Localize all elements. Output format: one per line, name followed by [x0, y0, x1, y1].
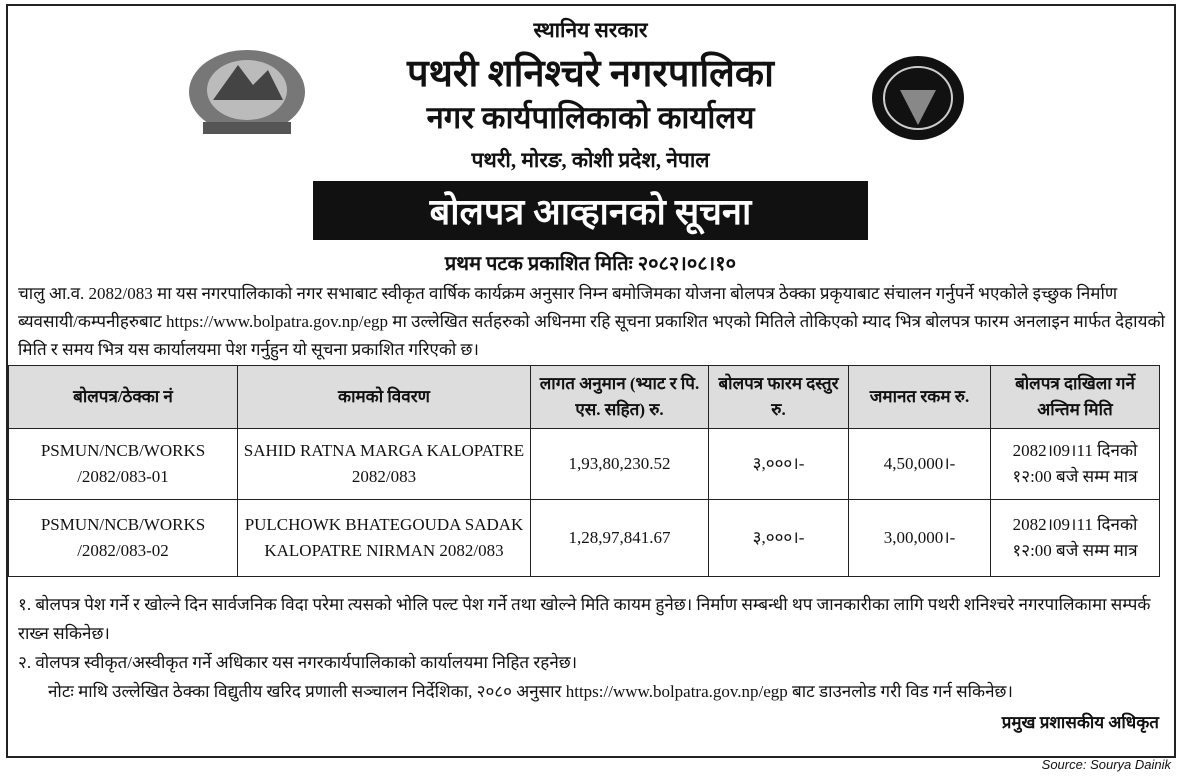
- signature: प्रमुख प्रशासकीय अधिकृत: [1001, 713, 1159, 732]
- cost: 1,28,97,841.67: [531, 500, 709, 577]
- note-1: १. बोलपत्र पेश गर्ने र खोल्ने दिन सार्वजनिक विदा परेमा त्यसको भोलि पल्ट पेश गर्ने तथा खोल्ने मिति कायम हुनेछ। निर्माण सम्बन्धी थप जानकारीका लागि पथरी शनिश्चरे नगरपालिकामा सम्पर्क राख्न सकिनेछ।: [18, 595, 1151, 643]
- local-government-label: स्थानिय सरकार: [533, 18, 648, 42]
- tender-no: PSMUN/NCB/WORKS /2082/083-02: [9, 500, 238, 577]
- description: PULCHOWK BHATEGOUDA SADAK KALOPATRE NIRMAN 2082/083: [238, 500, 531, 577]
- published-date: प्रथम पटक प्रकाशित मितिः २०८२।०८।१०: [444, 253, 737, 275]
- fee: ३,०००।-: [709, 429, 849, 500]
- municipality-title: पथरी शनिश्चरे नगरपालिका: [407, 53, 774, 95]
- col-header-tender-no: बोलपत्र/ठेक्का नं: [9, 366, 238, 429]
- intro-paragraph: चालु आ.व. 2082/083 मा यस नगरपालिकाको नगर सभाबाट स्वीकृत वार्षिक कार्यक्रम अनुसार निम्न बमोजिमका योजना बोलपत्र ठेक्का प्रकृयाबाट संचालन गर्नुपर्ने भएकोले इच्छुक निर्माण ब्यवसायी/कम्पनीहरुबाट https://www.bolpatra.gov.np/egp मा उल्लेखित सर्तहरुको अधिनमा रहि सूचना प्रकाशित भएको मितिले तोकिएको म्याद भित्र बोलपत्र फारम अनलाइन मार्फत देहायको मिति र समय भित्र यस कार्यालयमा पेश गर्नुहुन यो सूचना प्रकाशित गरिएको छ।: [18, 284, 1165, 359]
- col-header-deposit: जमानत रकम रु.: [849, 366, 991, 429]
- col-header-fee: बोलपत्र फारम दस्तुर रु.: [709, 366, 849, 429]
- deposit: 4,50,000।-: [849, 429, 991, 500]
- table-row: [9, 500, 1160, 577]
- table-header-row: [9, 366, 1160, 429]
- description: SAHID RATNA MARGA KALOPATRE 2082/083: [238, 429, 531, 500]
- col-header-deadline: बोलपत्र दाखिला गर्ने अन्तिम मिति: [991, 366, 1160, 429]
- notes: [18, 590, 1168, 706]
- tender-table: [8, 365, 1160, 577]
- col-header-description: कामको विवरण: [238, 366, 531, 429]
- office-title: नगर कार्यपालिकाको कार्यालय: [426, 100, 755, 135]
- note-2: २. वोलपत्र स्वीकृत/अस्वीकृत गर्ने अधिकार यस नगरकार्यपालिकाको कार्यालयमा निहित रहनेछ।: [18, 653, 578, 672]
- cost: 1,93,80,230.52: [531, 429, 709, 500]
- deadline: 2082।09।11 दिनको १२:00 बजे सम्म मात्र: [991, 429, 1160, 500]
- note-egp: नोटः माथि उल्लेखित ठेक्का विद्युतीय खरिद प्रणाली सञ्चालन निर्देशिका, २०८० अनुसार https://www.bolpatra.gov.np/egp बाट डाउनलोड गरी विड गर्न सकिनेछ।: [48, 682, 1013, 701]
- tender-no: PSMUN/NCB/WORKS /2082/083-01: [9, 429, 238, 500]
- col-header-cost: लागत अनुमान (भ्याट र पि. एस. सहित) रु.: [531, 366, 709, 429]
- deadline: 2082।09।11 दिनको १२:00 बजे सम्म मात्र: [991, 500, 1160, 577]
- source-credit: Source: Sourya Dainik: [1041, 757, 1171, 772]
- deposit: 3,00,000।-: [849, 500, 991, 577]
- table-row: [9, 429, 1160, 500]
- address: पथरी, मोरङ, कोशी प्रदेश, नेपाल: [471, 148, 710, 172]
- notice-banner: बोलपत्र आव्हानको सूचना: [313, 181, 868, 240]
- fee: ३,०००।-: [709, 500, 849, 577]
